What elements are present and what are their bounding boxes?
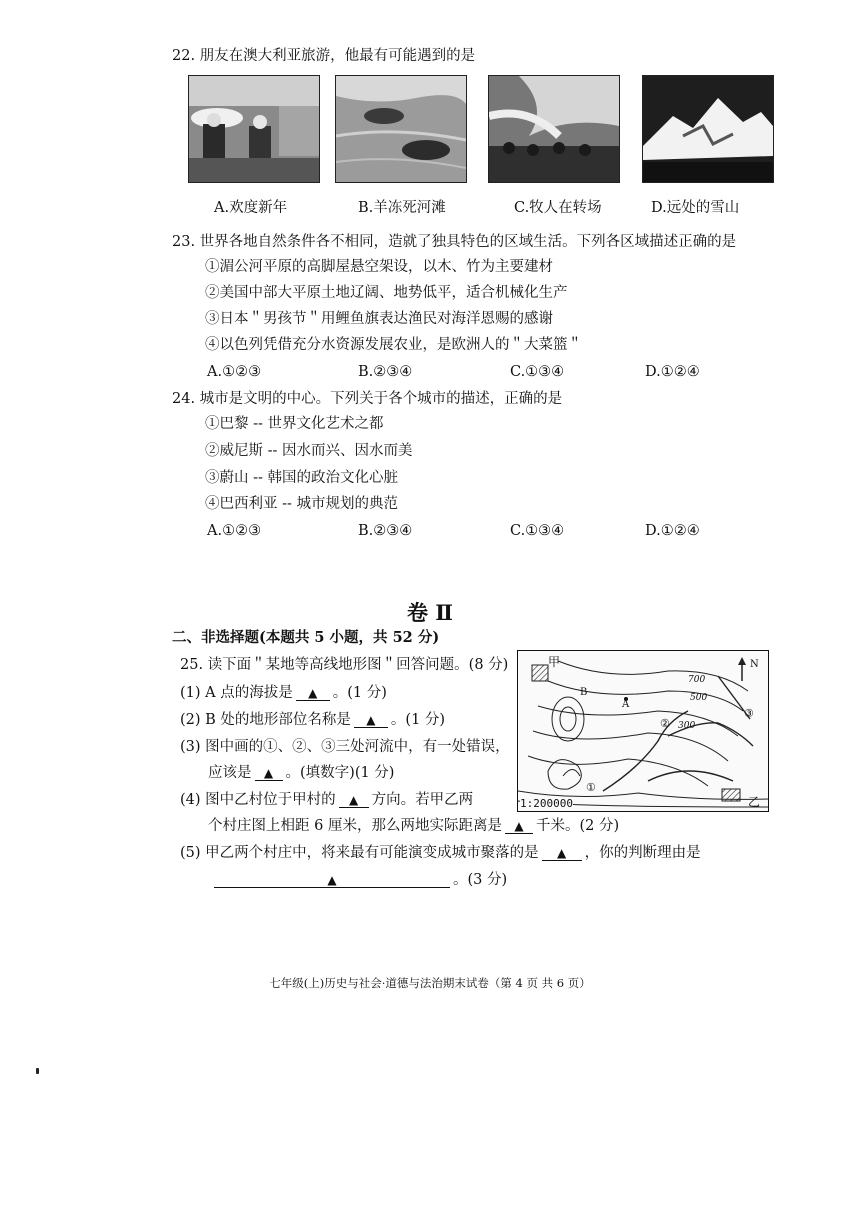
section-heading: 二、非选择题(本题共 5 小题，共 52 分) — [172, 629, 440, 646]
q24-item-4: ④巴西利亚 -- 城市规划的典范 — [205, 496, 399, 512]
map-contour-500: 500 — [690, 693, 708, 703]
q25-part-1-blank[interactable]: ▲ — [296, 686, 330, 701]
map-village-yi-label: 乙 — [748, 795, 761, 809]
q23-item-4: ④以色列凭借充分水资源发展农业，是欧洲人的＂大菜篮＂ — [205, 337, 582, 353]
q25-part-3-line1: (3) 图中画的①、②、③三处河流中，有一处错误， — [180, 739, 510, 755]
section-title: 卷 Ⅱ — [406, 600, 453, 625]
page-footer: 七年级(上)历史与社会·道德与法治期末试卷（第 4 页 共 6 页） — [269, 976, 591, 990]
q23-option-d: D.①②④ — [645, 364, 700, 380]
q23-item-3: ③日本＂男孩节＂用鲤鱼旗表达渔民对海洋恩赐的感谢 — [205, 311, 553, 327]
map-river-3: ③ — [744, 707, 754, 720]
q25-part-4-score: 千米。(2 分) — [535, 818, 620, 834]
q24-option-b: B.②③④ — [358, 523, 413, 539]
q25-part-4-text-3: 个村庄图上相距 6 厘米，那么两地实际距离是 — [208, 818, 502, 834]
q23-option-c: C.①③④ — [510, 364, 565, 380]
scan-speck — [36, 1068, 39, 1074]
contour-map — [517, 650, 769, 812]
q25-stem: 25. 读下面＂某地等高线地形图＂回答问题。(8 分) — [180, 657, 509, 673]
q22-stem: 22. 朋友在澳大利亚旅游，他最有可能遇到的是 — [172, 48, 476, 64]
q25-part-5-blank-village[interactable]: ▲ — [542, 846, 582, 861]
q24-item-1: ①巴黎 -- 世界文化艺术之都 — [205, 416, 384, 432]
q24-option-c: C.①③④ — [510, 523, 565, 539]
map-scale: 1:200000 — [520, 797, 573, 810]
q23-option-b: B.②③④ — [358, 364, 413, 380]
q25-part-3-score: 。(填数字)(1 分) — [285, 765, 395, 781]
q24-option-d: D.①②④ — [645, 523, 700, 539]
q24-item-2: ②威尼斯 -- 因水而兴、因水而美 — [205, 443, 413, 459]
q25-part-1 — [180, 683, 387, 703]
q25-part-1-score: 。(1 分) — [332, 685, 387, 701]
q24-option-a: A.①②③ — [207, 523, 262, 539]
map-point-b-label: B — [580, 687, 588, 698]
photo-b-sheep-river — [335, 75, 467, 183]
map-village-jia-label: 甲 — [548, 655, 561, 669]
q25-part-4-blank-distance[interactable]: ▲ — [505, 819, 533, 834]
q25-part-5-text: (5) 甲乙两个村庄中，将来最有可能演变成城市聚落的是 — [180, 845, 539, 861]
q25-part-5-text-2: ，你的判断理由是 — [584, 845, 701, 861]
q25-part-3-line2 — [208, 763, 394, 783]
map-north-label: N — [750, 659, 759, 670]
map-point-a-label: A — [622, 699, 630, 710]
photo-c-herder-migration — [488, 75, 620, 183]
map-contour-300: 300 — [678, 721, 696, 731]
q25-part-2-text: (2) B 处的地形部位名称是 — [180, 712, 351, 728]
q25-part-5-score: 。(3 分) — [453, 872, 508, 888]
q24-item-3: ③蔚山 -- 韩国的政治文化心脏 — [205, 470, 399, 486]
q25-part-4-text: (4) 图中乙村位于甲村的 — [180, 792, 336, 808]
q23-option-a: A.①②③ — [207, 364, 262, 380]
q23-item-2: ②美国中部大平原土地辽阔、地势低平，适合机械化生产 — [205, 285, 568, 301]
map-contour-700: 700 — [688, 675, 706, 685]
q24-stem: 24. 城市是文明的中心。下列关于各个城市的描述，正确的是 — [172, 391, 563, 407]
q25-part-4-text-2: 方向。若甲乙两 — [371, 792, 474, 808]
q25-part-2-blank[interactable]: ▲ — [354, 713, 388, 728]
q22-caption-d: D.远处的雪山 — [651, 200, 740, 216]
q22-caption-b: B.羊冻死河滩 — [358, 200, 446, 216]
q25-part-4-line2 — [208, 816, 619, 836]
q25-part-3-blank[interactable]: ▲ — [255, 766, 283, 781]
q22-caption-c: C.牧人在转场 — [514, 200, 602, 216]
q25-part-5-line2 — [214, 870, 507, 890]
q25-part-4-line1 — [180, 790, 473, 810]
q25-part-3-text: 应该是 — [208, 765, 252, 781]
q25-part-4-blank-direction[interactable]: ▲ — [339, 793, 369, 808]
q25-part-5-line1 — [180, 843, 701, 863]
q23-stem: 23. 世界各地自然条件各不相同，造就了独具特色的区域生活。下列各区域描述正确的是 — [172, 234, 737, 250]
q25-part-5-blank-reason[interactable]: ▲ — [214, 873, 450, 888]
photo-d-snow-mountain — [642, 75, 774, 183]
q22-caption-a: A.欢度新年 — [214, 200, 288, 216]
q23-item-1: ①湄公河平原的高脚屋悬空架设，以木、竹为主要建材 — [205, 259, 553, 275]
q25-part-1-text: (1) A 点的海拔是 — [180, 685, 293, 701]
map-river-2: ② — [660, 717, 670, 730]
photo-a-new-year — [188, 75, 320, 183]
q25-part-2 — [180, 710, 445, 730]
q25-part-2-score: 。(1 分) — [390, 712, 446, 728]
map-river-1: ① — [586, 781, 596, 794]
